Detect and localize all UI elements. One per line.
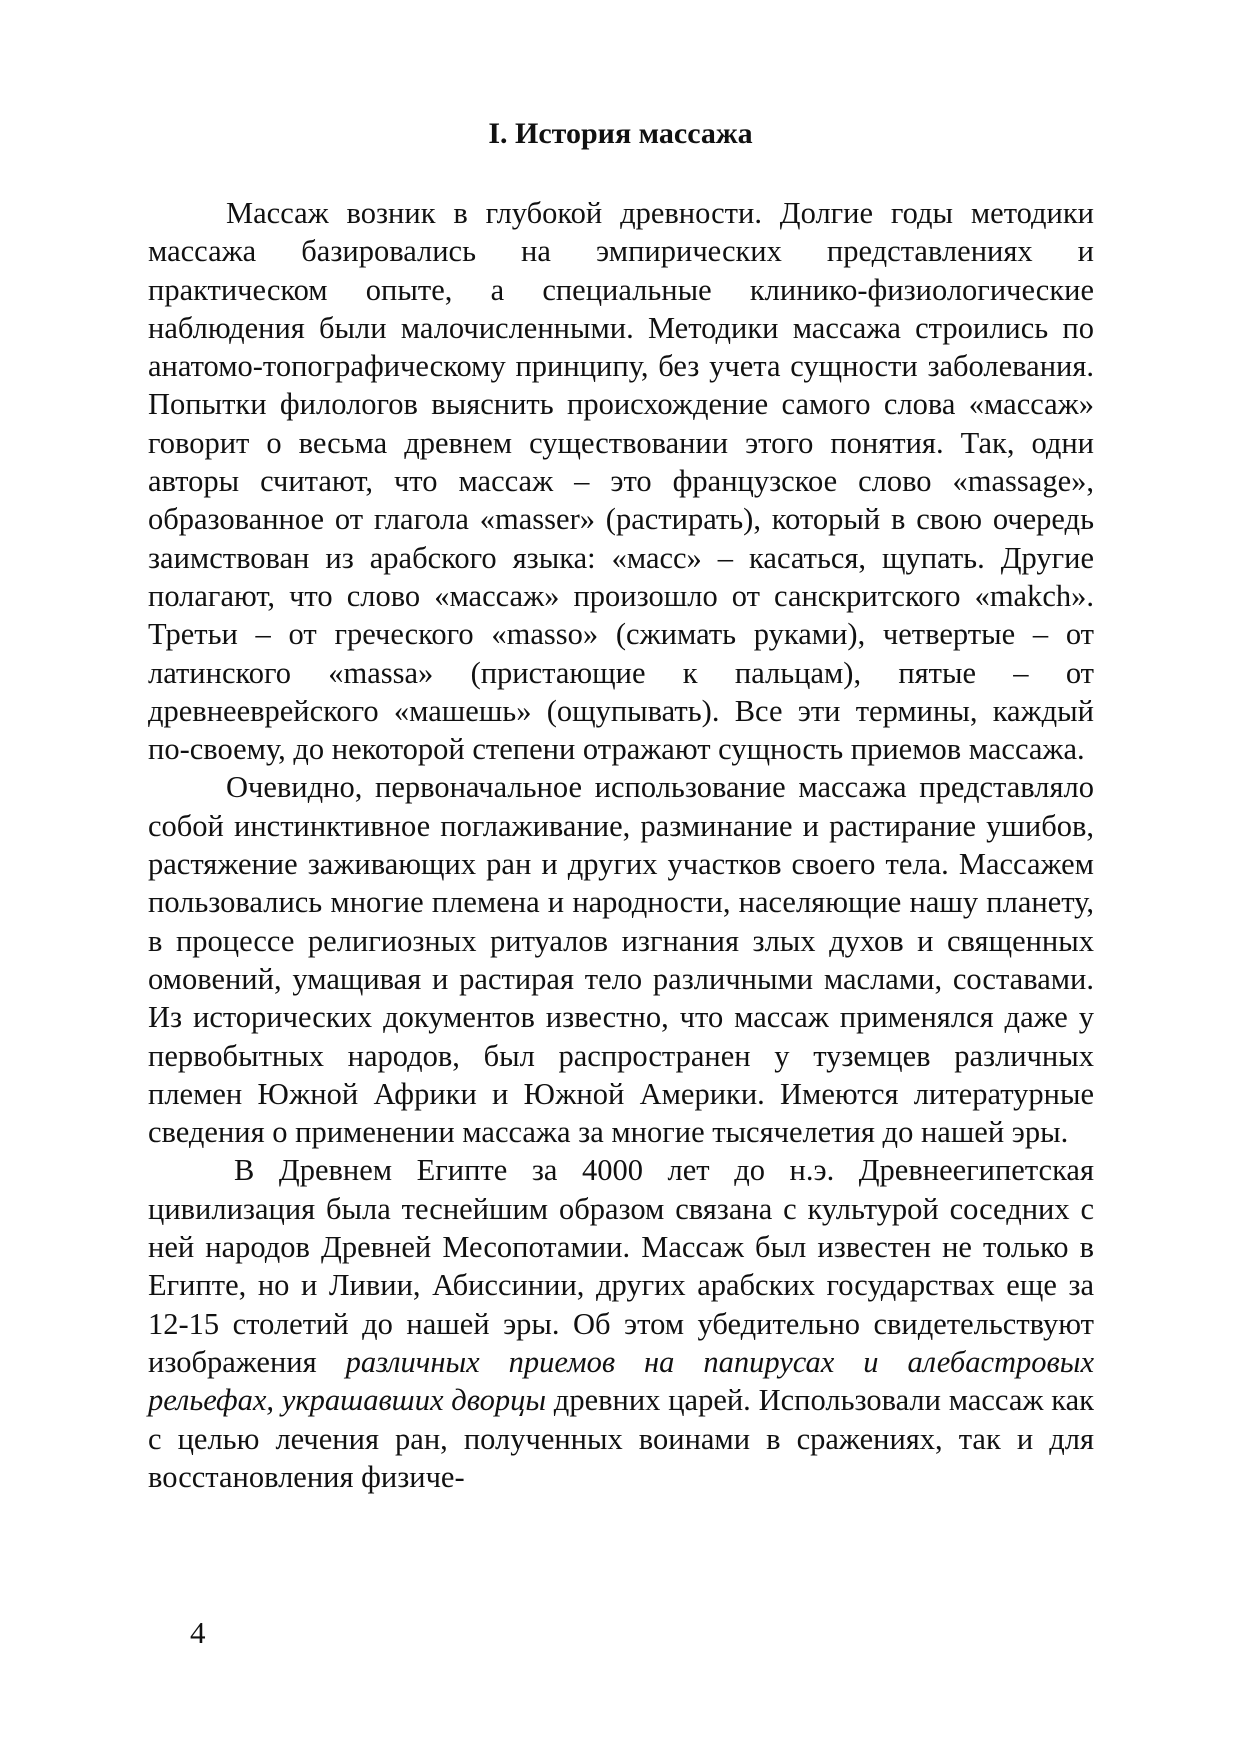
paragraph-3 bbox=[148, 1151, 1094, 1496]
paragraph-1: Массаж возник в глубокой древности. Долгие годы методики массажа базировались на эмпирических представлениях и практическом опыте, а специальные клинико-физиологические наблюдения были малочисленными. Методики массажа строились по анатомо-топографическому принципу, без учета сущности заболевания. Попытки филологов выяснить происхождение самого слова «массаж» говорит о весьма древнем существовании этого понятия. Так, одни авторы считают, что массаж – это французское слово «massage», образованное от глагола «masser» (растирать), который в свою очередь заимствован из арабского языка: «масс» – касаться, щупать. Другие полагают, что слово «массаж» произошло от санскритского «makch». Третьи – от греческого «masso» (сжимать руками), четвертые – от латинского «massa» (пристающие к пальцам), пятые – от древнееврейского «машешь» (ощупывать). Все эти термины, каждый по-своему, до некоторой степени отражают сущность приемов массажа. bbox=[148, 196, 1094, 767]
page-number: 4 bbox=[190, 1615, 206, 1650]
paragraph-3-text-end: древних царей. Использовали массаж как с целью лечения ран, полученных воинами в сражениях, так и для восстановления физиче- bbox=[148, 1383, 1094, 1494]
body-text bbox=[148, 194, 1094, 1496]
chapter-title: I. История массажа bbox=[488, 117, 753, 150]
paragraph-3-text-start: В Древнем Египте за 4000 лет до н.э. Древнеегипетская цивилизация была теснейшим образом связана с культурой соседних с ней народов Древней Месопотамии. Массаж был известен не только в Египте, но и Ливии, Абиссинии, других арабских государствах еще за 12-15 столетий до нашей эры. Об этом убедительно свидетельствуют изображения bbox=[148, 1153, 1094, 1379]
paragraph-2: Очевидно, первоначальное использование массажа представляло собой инстинктивное поглаживание, разминание и растирание ушибов, растяжение заживающих ран и других участков своего тела. Массажем пользовались многие племена и народности, населяющие нашу планету, в процессе религиозных ритуалов изгнания злых духов и священных омовений, умащивая и растирая тело различными маслами, составами. Из исторических документов известно, что массаж применялся даже у первобытных народов, был распространен у туземцев различных племен Южной Африки и Южной Америки. Имеются литературные сведения о применении массажа за многие тысячелетия до нашей эры. bbox=[148, 770, 1094, 1150]
paragraph-3-italic-text: различных приемов на папирусах и алебастровых рельефах, украшавших дворцы bbox=[148, 1344, 1094, 1418]
